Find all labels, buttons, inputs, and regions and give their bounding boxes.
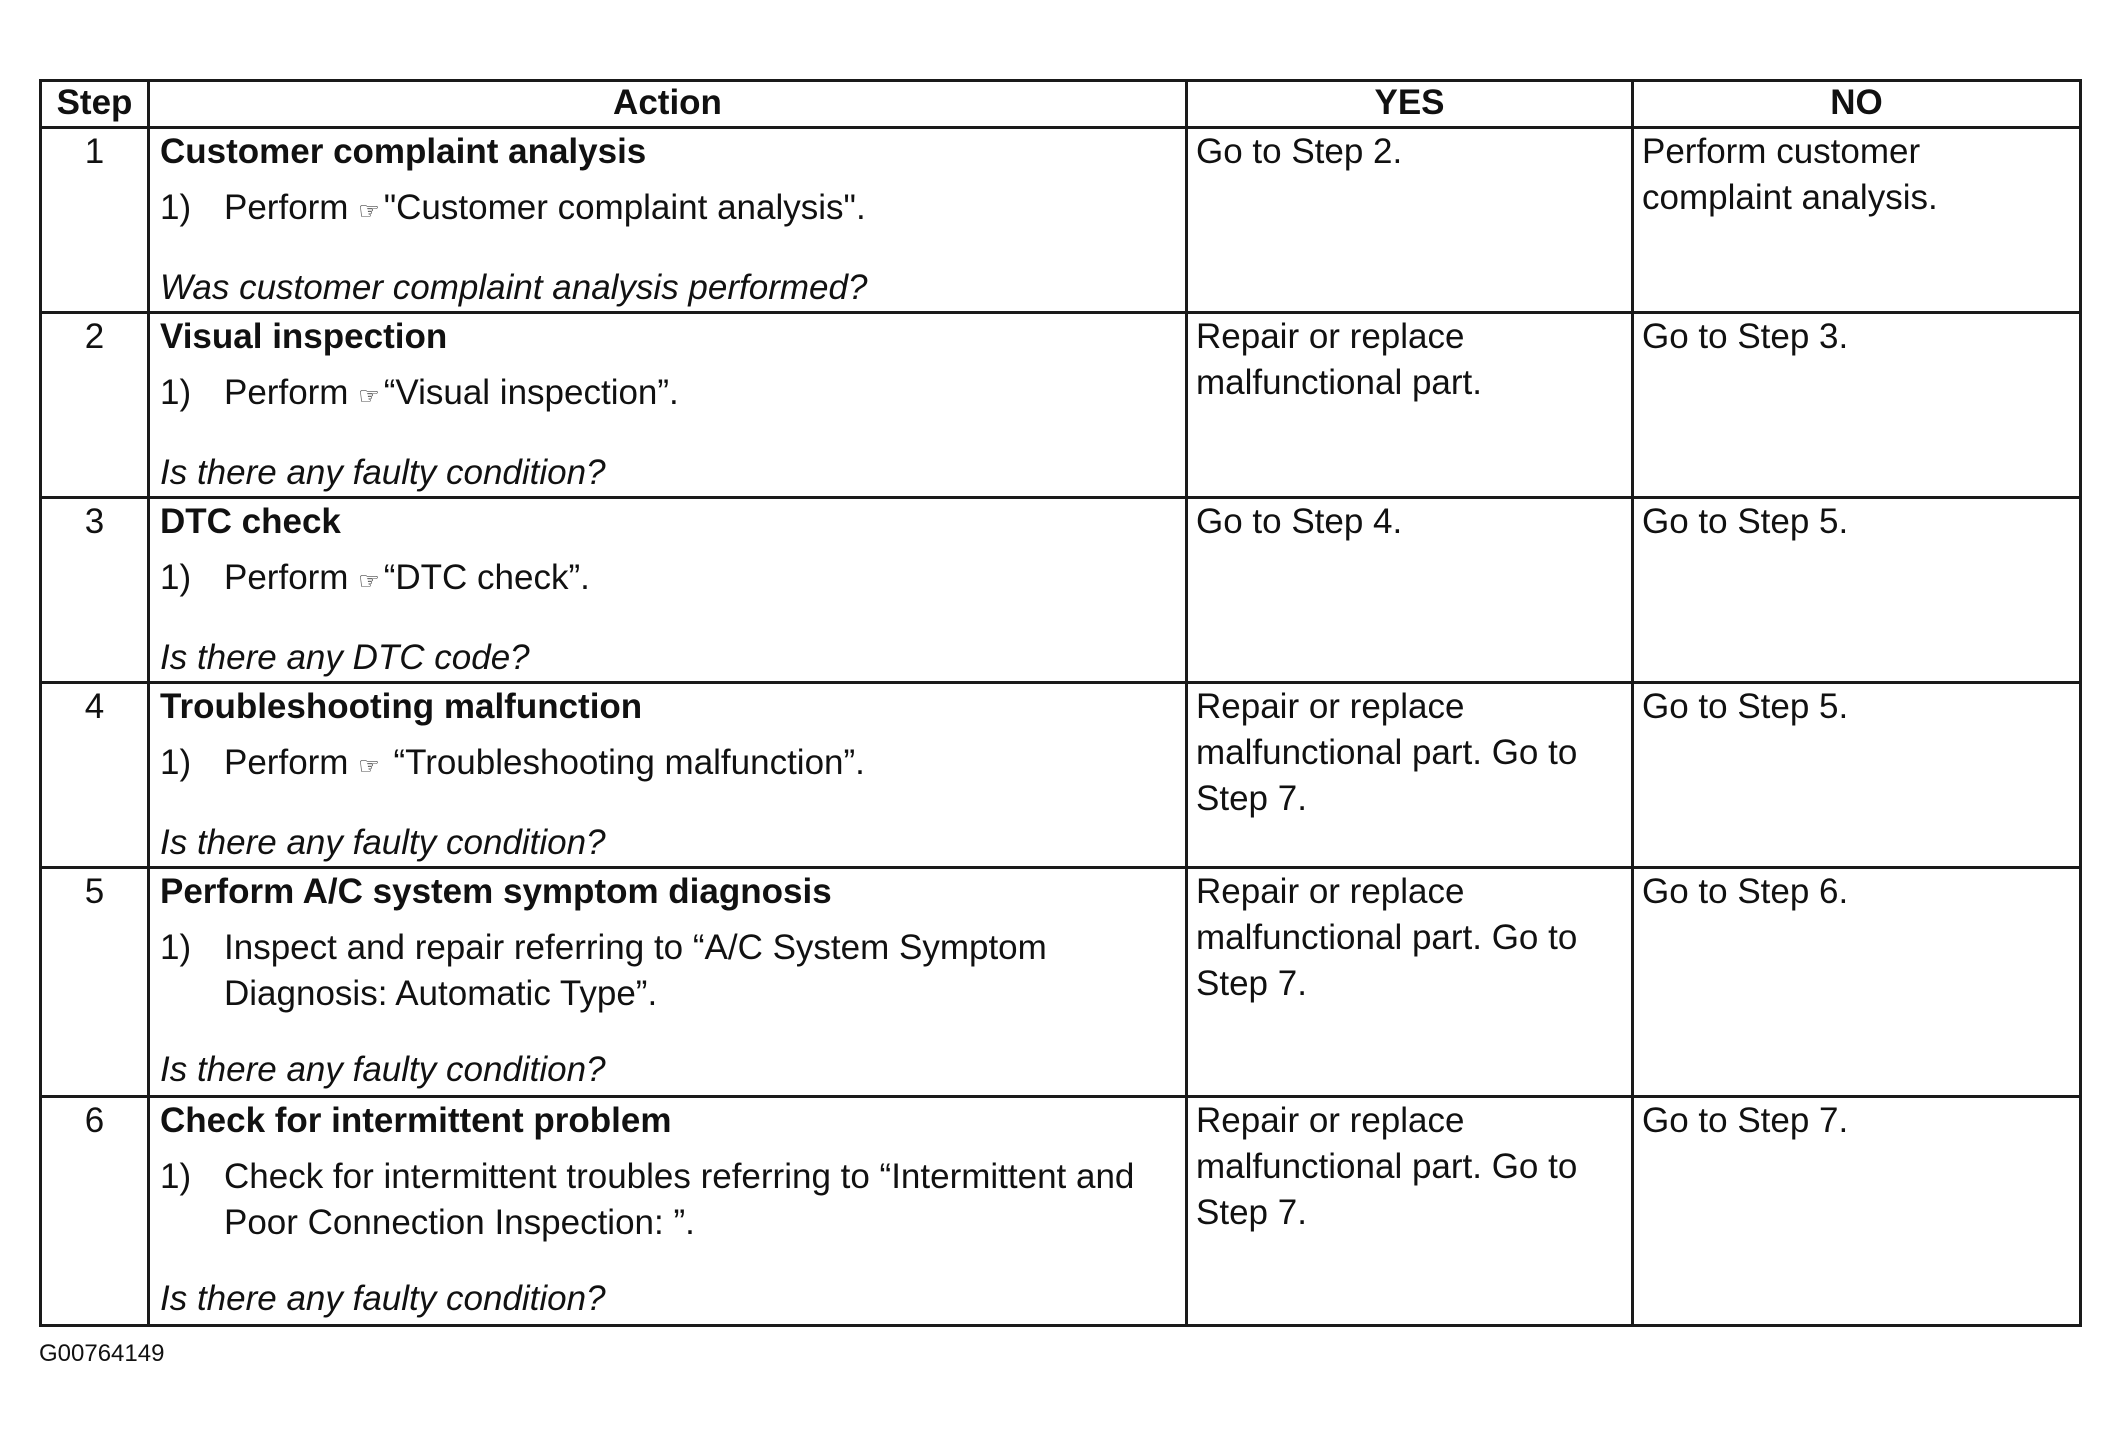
header-step: Step <box>41 81 149 128</box>
action-item <box>160 185 1177 235</box>
table-row <box>41 313 2081 498</box>
step-question: Is there any faulty condition? <box>160 1279 606 1318</box>
item-number: 1) <box>160 928 192 967</box>
table-row <box>41 683 2081 868</box>
item-text-wrap <box>224 740 1177 790</box>
table-row <box>41 498 2081 683</box>
step-heading: Visual inspection <box>160 317 448 356</box>
step-number: 3 <box>41 498 149 683</box>
item-text-wrap <box>224 185 1177 235</box>
step-number: 6 <box>41 1097 149 1326</box>
action-item <box>160 370 1177 420</box>
action-item <box>160 555 1177 605</box>
table-row <box>41 868 2081 1097</box>
step-question: Was customer complaint analysis performed? <box>160 268 868 307</box>
item-text: Inspect and repair referring to “A/C System Symptom Diagnosis: Automatic Type”. <box>224 928 1047 1013</box>
pointing-hand-icon: ☞ <box>358 753 380 780</box>
action-cell <box>149 128 1187 313</box>
action-cell <box>149 683 1187 868</box>
step-number: 1 <box>41 128 149 313</box>
header-yes: YES <box>1187 81 1633 128</box>
yes-cell: Repair or replace malfunctional part. Go to Step 7. <box>1187 683 1633 868</box>
action-cell <box>149 498 1187 683</box>
action-item <box>160 1154 1177 1246</box>
no-cell: Go to Step 7. <box>1633 1097 2081 1326</box>
step-number: 5 <box>41 868 149 1097</box>
item-prefix: Perform <box>224 188 349 227</box>
step-heading: DTC check <box>160 502 341 541</box>
pointing-hand-icon: ☞ <box>358 568 380 595</box>
table-row <box>41 1097 2081 1326</box>
diagnosis-table <box>39 79 2082 1327</box>
no-cell: Go to Step 6. <box>1633 868 2081 1097</box>
header-row <box>41 81 2081 128</box>
item-text-wrap <box>224 555 1177 605</box>
step-question: Is there any faulty condition? <box>160 1050 606 1089</box>
item-text: “Visual inspection”. <box>383 373 679 412</box>
step-heading: Check for intermittent problem <box>160 1101 672 1140</box>
no-cell: Go to Step 5. <box>1633 683 2081 868</box>
item-prefix: Perform <box>224 743 349 782</box>
no-cell: Go to Step 5. <box>1633 498 2081 683</box>
item-prefix: Perform <box>224 373 349 412</box>
action-cell <box>149 1097 1187 1326</box>
item-text: "Customer complaint analysis". <box>383 188 866 227</box>
no-cell: Perform customer complaint analysis. <box>1633 128 2081 313</box>
action-item <box>160 740 1177 790</box>
step-question: Is there any faulty condition? <box>160 823 606 862</box>
step-heading: Perform A/C system symptom diagnosis <box>160 872 832 911</box>
no-cell: Go to Step 3. <box>1633 313 2081 498</box>
step-heading: Customer complaint analysis <box>160 132 647 171</box>
step-question: Is there any DTC code? <box>160 638 530 677</box>
pointing-hand-icon: ☞ <box>358 198 380 225</box>
action-cell <box>149 868 1187 1097</box>
table-row <box>41 128 2081 313</box>
yes-cell: Repair or replace malfunctional part. <box>1187 313 1633 498</box>
item-prefix: Perform <box>224 558 349 597</box>
action-cell <box>149 313 1187 498</box>
item-number: 1) <box>160 743 192 782</box>
step-number: 4 <box>41 683 149 868</box>
yes-cell: Repair or replace malfunctional part. Go to Step 7. <box>1187 868 1633 1097</box>
header-action: Action <box>149 81 1187 128</box>
header-no: NO <box>1633 81 2081 128</box>
item-number: 1) <box>160 558 192 597</box>
document-id: G00764149 <box>39 1340 165 1367</box>
yes-cell: Go to Step 4. <box>1187 498 1633 683</box>
item-number: 1) <box>160 373 192 412</box>
step-number: 2 <box>41 313 149 498</box>
item-text: Check for intermittent troubles referring to “Intermittent and Poor Connection Inspection: ”. <box>224 1157 1135 1242</box>
item-text: “DTC check”. <box>383 558 590 597</box>
item-number: 1) <box>160 1157 192 1196</box>
action-item <box>160 925 1177 1017</box>
step-question: Is there any faulty condition? <box>160 453 606 492</box>
yes-cell: Go to Step 2. <box>1187 128 1633 313</box>
step-heading: Troubleshooting malfunction <box>160 687 643 726</box>
item-text: “Troubleshooting malfunction”. <box>393 743 865 782</box>
pointing-hand-icon: ☞ <box>358 383 380 410</box>
item-text-wrap <box>224 370 1177 420</box>
item-number: 1) <box>160 188 192 227</box>
yes-cell: Repair or replace malfunctional part. Go to Step 7. <box>1187 1097 1633 1326</box>
